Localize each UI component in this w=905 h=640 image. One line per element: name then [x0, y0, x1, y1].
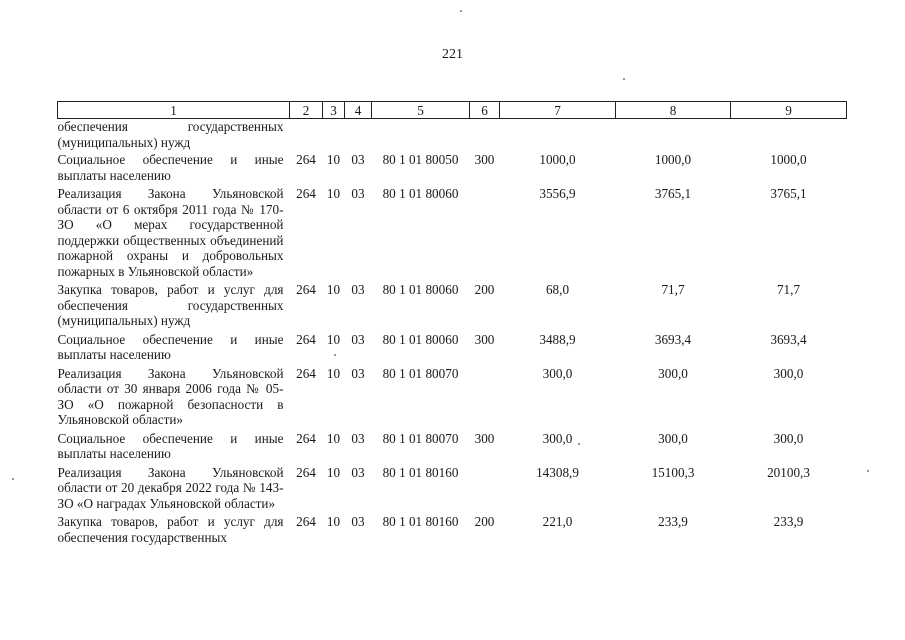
cell-col-5: 80 1 01 80070: [382, 365, 459, 381]
cell-col-4: 03: [351, 365, 365, 381]
cell-col-6: 300: [474, 331, 495, 347]
header-row: [58, 102, 847, 119]
continuation-row: [58, 119, 847, 153]
cell-col-3: 10: [326, 186, 341, 201]
row-name: Социальное обеспечение и иные выплаты населению: [57, 430, 284, 461]
page-number: 221: [442, 47, 463, 62]
cell-col-5: 80 1 01 80160: [382, 514, 459, 529]
cell-col-8: 233,9: [658, 514, 688, 529]
cell-col-8: 300,0: [658, 430, 688, 446]
cell-col-2: 264: [296, 331, 316, 347]
cell-col-3: 10: [326, 464, 341, 480]
cell-col-6: [470, 186, 500, 282]
cell-col-8: 1000,0: [654, 152, 692, 167]
cell-col-3: 10: [326, 331, 341, 347]
cell-col-3: 10: [326, 282, 341, 297]
cell-col-6: [470, 366, 500, 431]
cell-col-2: 264: [296, 282, 316, 297]
cell-col-5: 80 1 01 80050: [382, 152, 459, 167]
cell-col-4: 03: [351, 430, 365, 446]
cell-col-8: 3693,4: [654, 331, 692, 347]
header-col-7: 7: [500, 102, 616, 119]
cell-col-8: 300,0: [658, 365, 688, 381]
scan-speck: [623, 78, 625, 80]
header-col-8: 8: [616, 102, 731, 119]
cell-col-2: 264: [296, 152, 316, 167]
table-row: [58, 366, 847, 431]
cell-col-2: 264: [296, 365, 316, 381]
row-name: Закупка товаров, работ и услуг для обеспечения государственных (муниципальных) нужд: [57, 282, 284, 328]
cell-col-6: [470, 465, 500, 515]
cell-col-7: 3488,9: [539, 331, 576, 347]
table-row: [58, 152, 847, 186]
cell-col-2: 264: [296, 186, 316, 201]
cell-col-5: 80 1 01 80060: [382, 282, 459, 297]
cell-col-8: 3765,1: [654, 186, 692, 201]
scan-speck: [578, 443, 580, 445]
cell-col-7: 14308,9: [536, 464, 579, 480]
cell-col-9: 20100,3: [767, 464, 810, 480]
cell-col-7: 221,0: [542, 514, 573, 529]
row-name: Социальное обеспечение и иные выплаты населению: [57, 331, 284, 362]
cell-col-4: 03: [351, 186, 365, 201]
header-col-1: 1: [58, 102, 290, 119]
header-col-4: 4: [345, 102, 372, 119]
scan-speck: [12, 478, 14, 480]
cell-col-9: 71,7: [776, 282, 801, 297]
header-col-9: 9: [731, 102, 847, 119]
row-name: Закупка товаров, работ и услуг для обеспечения государственных: [57, 514, 284, 545]
cell-col-5: 80 1 01 80060: [382, 186, 459, 201]
row-name: Реализация Закона Ульяновской области от 30 января 2006 года № 05-ЗО «О пожарной безопасности в Ульяновской области»: [57, 365, 284, 427]
cell-col-2: 264: [296, 464, 316, 480]
cell-col-3: 10: [326, 152, 341, 167]
cell-col-4: 03: [351, 464, 365, 480]
cell-col-9: 300,0: [773, 365, 804, 381]
table-row: [58, 282, 847, 332]
cell-col-6: 200: [474, 282, 495, 297]
header-col-5: 5: [372, 102, 470, 119]
cell-col-7: 3556,9: [539, 186, 576, 201]
cell-col-4: 03: [351, 152, 365, 167]
row-name: Социальное обеспечение и иные выплаты населению: [57, 152, 284, 183]
cell-col-5: 80 1 01 80070: [382, 430, 459, 446]
row-name: Реализация Закона Ульяновской области от 20 декабря 2022 года № 143-ЗО «О наградах Ульяновской области»: [57, 464, 284, 511]
cell-col-9: 233,9: [773, 514, 804, 529]
header-col-6: 6: [470, 102, 500, 119]
cell-col-2: 264: [296, 514, 316, 529]
cell-col-5: 80 1 01 80160: [382, 464, 459, 480]
cell-col-8: 71,7: [661, 282, 685, 297]
cell-col-5: 80 1 01 80060: [382, 331, 459, 347]
cell-col-4: 03: [351, 514, 365, 529]
table-body: [58, 119, 847, 549]
cell-col-4: 03: [351, 331, 365, 347]
table-row: [58, 514, 847, 548]
cell-col-3: 10: [326, 365, 341, 381]
budget-table: [57, 101, 847, 548]
cell-col-9: 3765,1: [770, 186, 807, 201]
row-name: Реализация Закона Ульяновской области от 6 октября 2011 года № 170-ЗО «О мерах государственной поддержки общественных объединений пожарной охраны и добровольных пожарных в Ульяновской области»: [57, 186, 284, 279]
cell-col-7: 68,0: [545, 282, 570, 297]
cell-col-8: 15100,3: [651, 464, 695, 480]
cell-col-4: 03: [351, 282, 365, 297]
cell-col-7: 300,0: [542, 365, 573, 381]
cell-col-7: 300,0: [542, 430, 573, 446]
cell-col-3: 10: [326, 514, 341, 529]
cell-col-7: 1000,0: [539, 152, 576, 167]
cell-col-3: 10: [326, 430, 341, 446]
table-row: [58, 465, 847, 515]
cell-col-6: 300: [474, 430, 495, 446]
continuation-text: обеспечения государственных (муниципальных) нужд: [57, 119, 284, 150]
scan-speck: [460, 10, 462, 12]
cell-col-6: 200: [474, 514, 495, 529]
cell-col-9: 3693,4: [770, 331, 807, 347]
table-row: [58, 431, 847, 465]
cell-col-6: 300: [474, 152, 495, 167]
cell-col-2: 264: [296, 430, 316, 446]
cell-col-9: 1000,0: [770, 152, 807, 167]
header-col-3: 3: [323, 102, 345, 119]
header-col-2: 2: [290, 102, 323, 119]
cell-col-9: 300,0: [773, 430, 804, 446]
table-row: [58, 332, 847, 366]
scan-speck: [334, 354, 336, 356]
scan-speck: [867, 470, 869, 472]
table-row: [58, 186, 847, 282]
